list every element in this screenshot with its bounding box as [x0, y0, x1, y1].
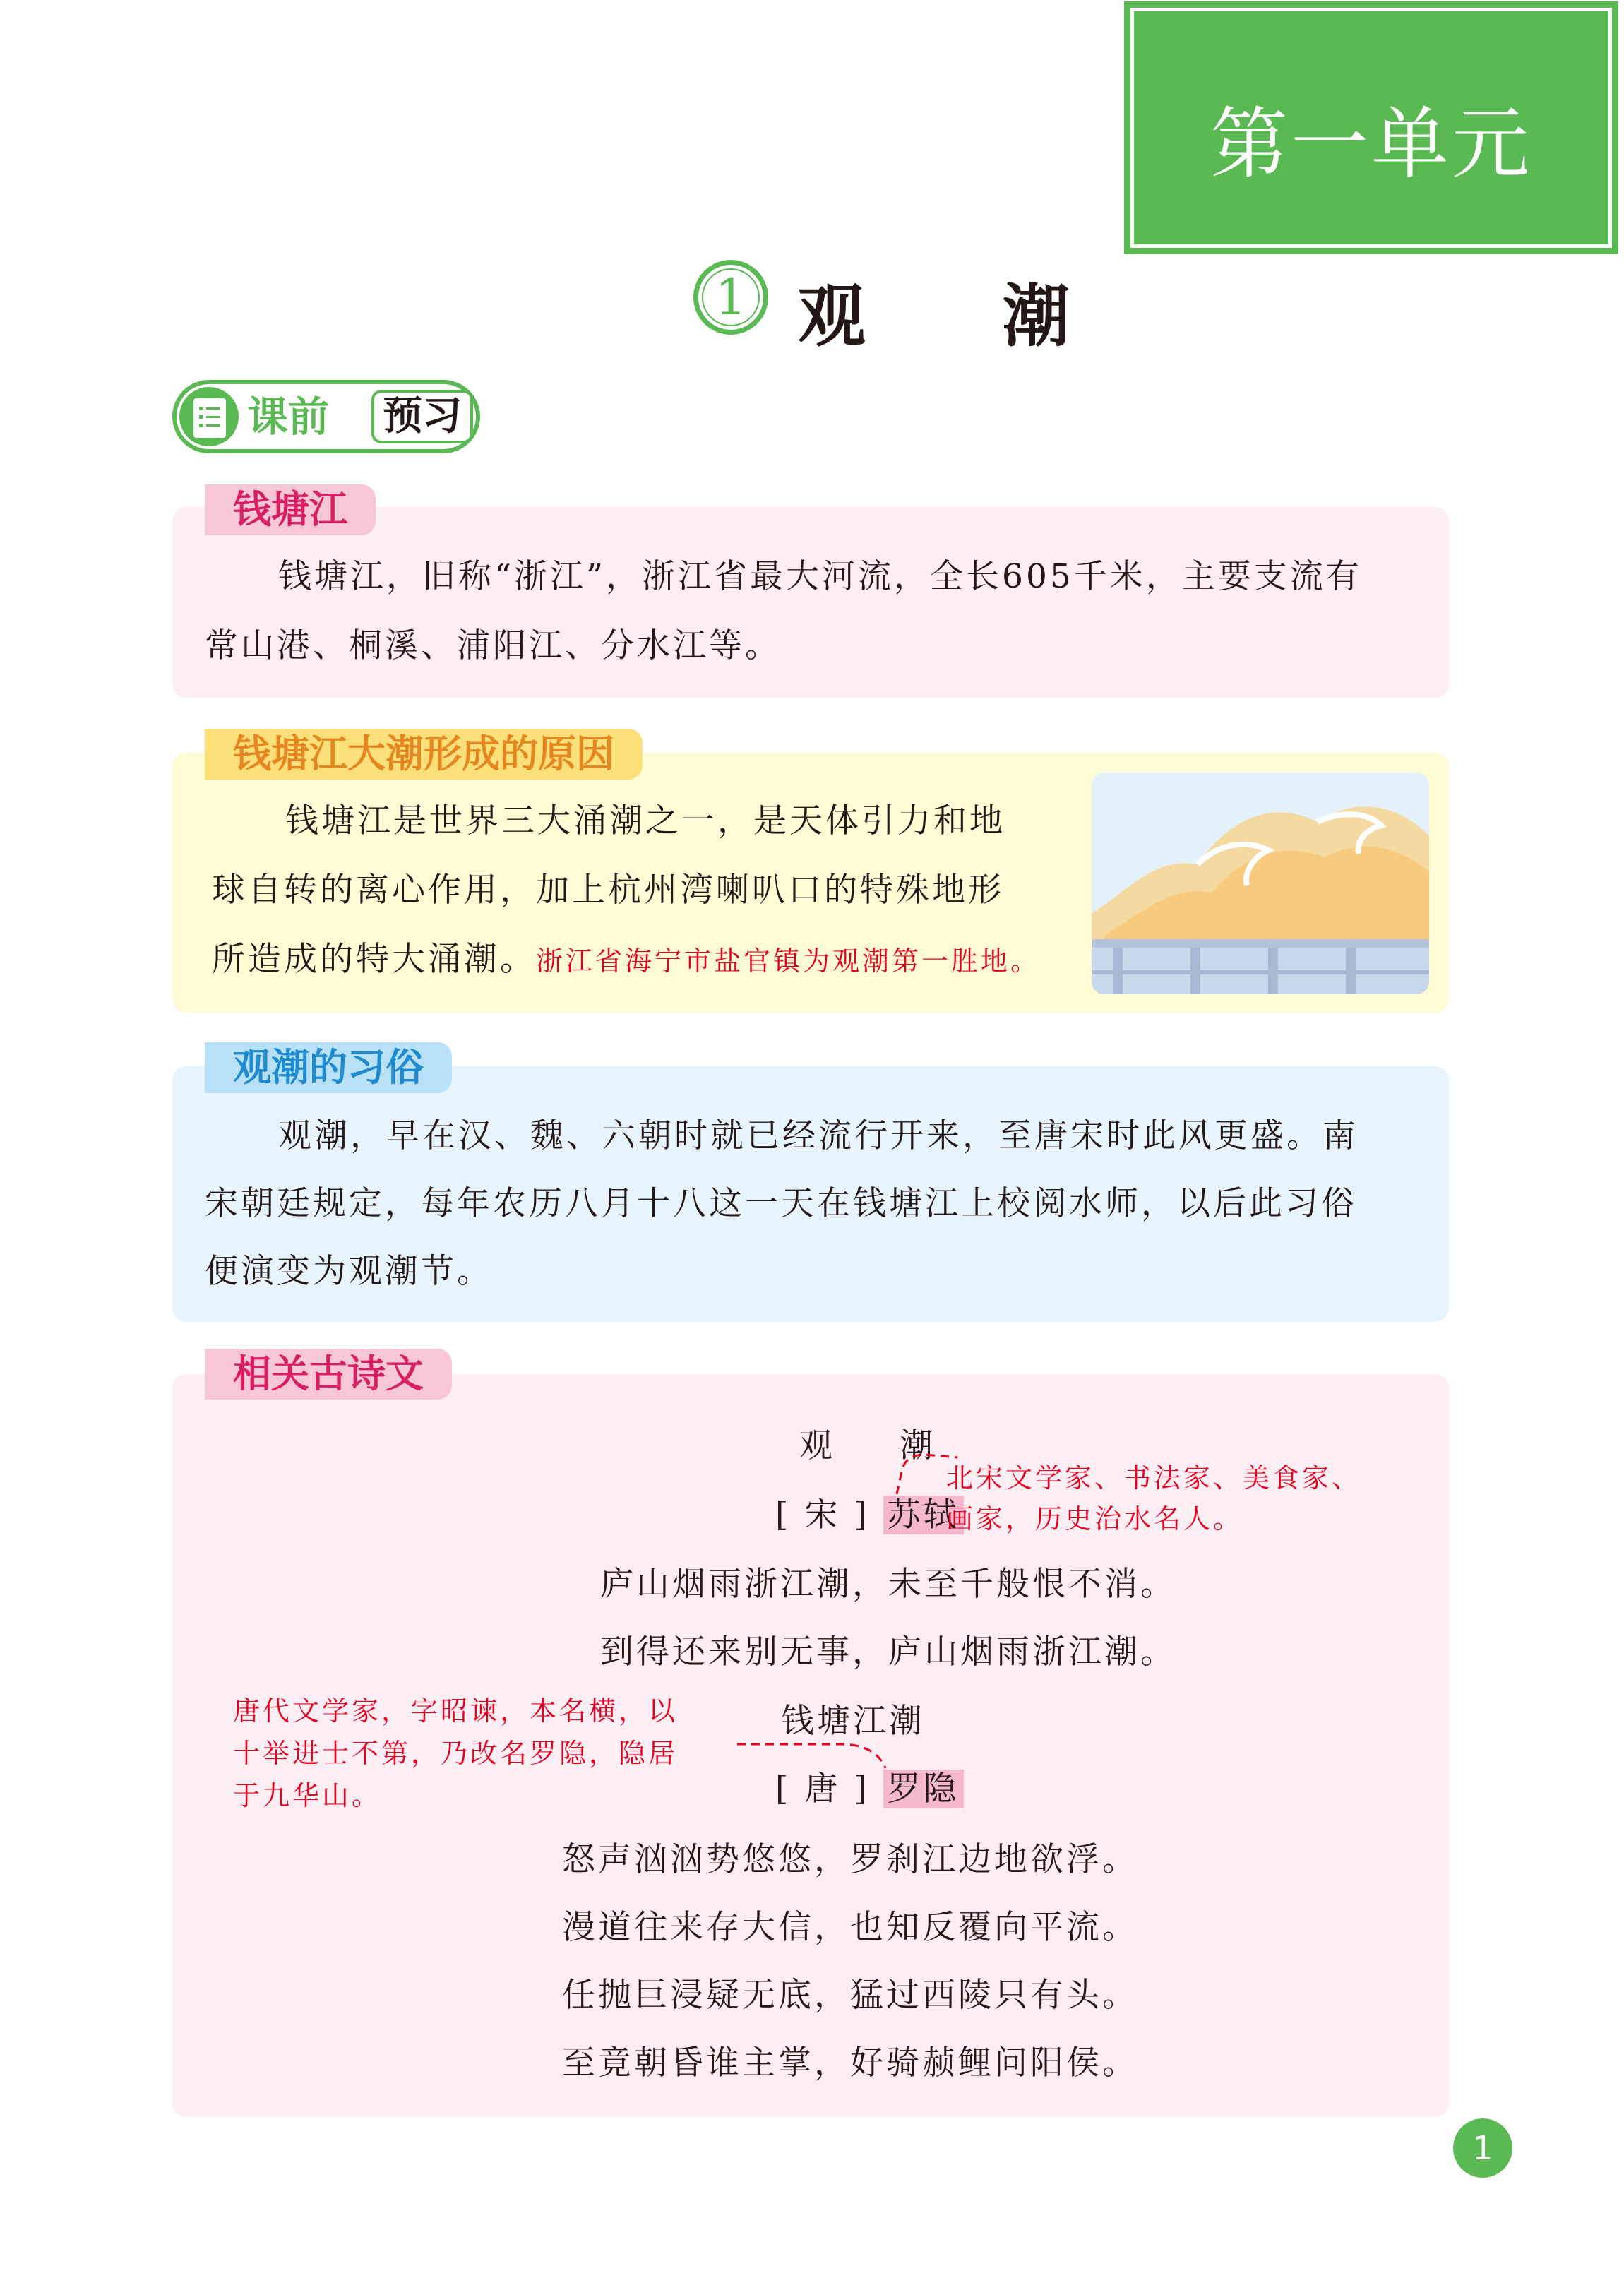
poems-tag: 相关古诗文 [205, 1349, 452, 1400]
page-number: 1 [1453, 2118, 1512, 2178]
poem1-title: 观 潮 [799, 1426, 961, 1465]
poem2-note-line-1: 唐代文学家，字昭谏，本名横，以 [233, 1695, 679, 1727]
lesson-number: 1 [715, 268, 747, 326]
cause-line-3: 所造成的特大涌潮。 [212, 940, 536, 979]
annotation-pointer [734, 1737, 890, 1772]
poem1-line-1: 庐山烟雨浙江潮，未至千般恨不消。 [600, 1565, 1176, 1604]
poem1-line-2: 到得还来别无事，庐山烟雨浙江潮。 [600, 1633, 1176, 1671]
unit-banner [1124, 1, 1618, 254]
custom-tag: 观潮的习俗 [205, 1042, 452, 1093]
cause-note: 浙江省海宁市盐官镇为观潮第一胜地。 [536, 946, 1041, 977]
qiantang-line-1: 钱塘江，旧称“浙江”，浙江省最大河流，全长605千米，主要支流有 [278, 557, 1362, 596]
poem2-note-line-2: 十举进士不第，乃改名罗隐，隐居 [233, 1738, 679, 1769]
cause-line-1: 钱塘江是世界三大涌潮之一，是天体引力和地 [285, 801, 1005, 840]
poem2-note-line-3: 于九华山。 [233, 1780, 382, 1811]
poem2-dynasty: [ 唐 ] [775, 1770, 870, 1808]
custom-line-1: 观潮，早在汉、魏、六朝时就已经流行开来，至唐宋时此风更盛。南 [278, 1116, 1359, 1155]
poem2-author: 罗隐 [883, 1770, 964, 1808]
cause-line-2: 球自转的离心作用，加上杭州湾喇叭口的特殊地形 [212, 871, 1004, 910]
preview-label-2: 预习 [374, 393, 470, 441]
preview-badge [172, 380, 480, 453]
preview-label-1: 课前 [247, 393, 330, 441]
qiantang-line-2: 常山港、桐溪、浦阳江、分水江等。 [205, 626, 781, 665]
custom-line-3: 便演变为观潮节。 [205, 1252, 493, 1291]
poem1-note-line-1: 北宋文学家、书法家、美食家、 [946, 1462, 1362, 1493]
custom-line-2: 宋朝廷规定，每年农历八月十八这一天在钱塘江上校阅水师，以后此习俗 [205, 1184, 1357, 1223]
poem1-dynasty: [ 宋 ] [775, 1496, 870, 1534]
poem2-line-3: 任抛巨浸疑无底，猛过西陵只有头。 [562, 1976, 1138, 2015]
poem2-title: 钱塘江潮 [781, 1702, 925, 1741]
poem1-author: 苏轼 [883, 1496, 964, 1534]
unit-title: 第一单元 [1210, 99, 1532, 189]
qiantang-tag: 钱塘江 [205, 484, 376, 535]
poem2-line-4: 至竟朝昏谁主掌，好骑赪鲤问阳侯。 [562, 2044, 1138, 2082]
notebook-icon [179, 387, 239, 446]
poem2-line-1: 怒声汹汹势悠悠，罗刹江边地欲浮。 [562, 1840, 1138, 1879]
tidal-wave-illustration [1092, 773, 1429, 994]
lesson-title: 观 潮 [798, 277, 1127, 356]
poem2-line-2: 漫道往来存大信，也知反覆向平流。 [562, 1908, 1138, 1947]
poem1-note-line-2: 画家，历史治水名人。 [946, 1503, 1243, 1534]
lesson-number-badge [693, 260, 768, 335]
cause-tag: 钱塘江大潮形成的原因 [205, 729, 643, 780]
